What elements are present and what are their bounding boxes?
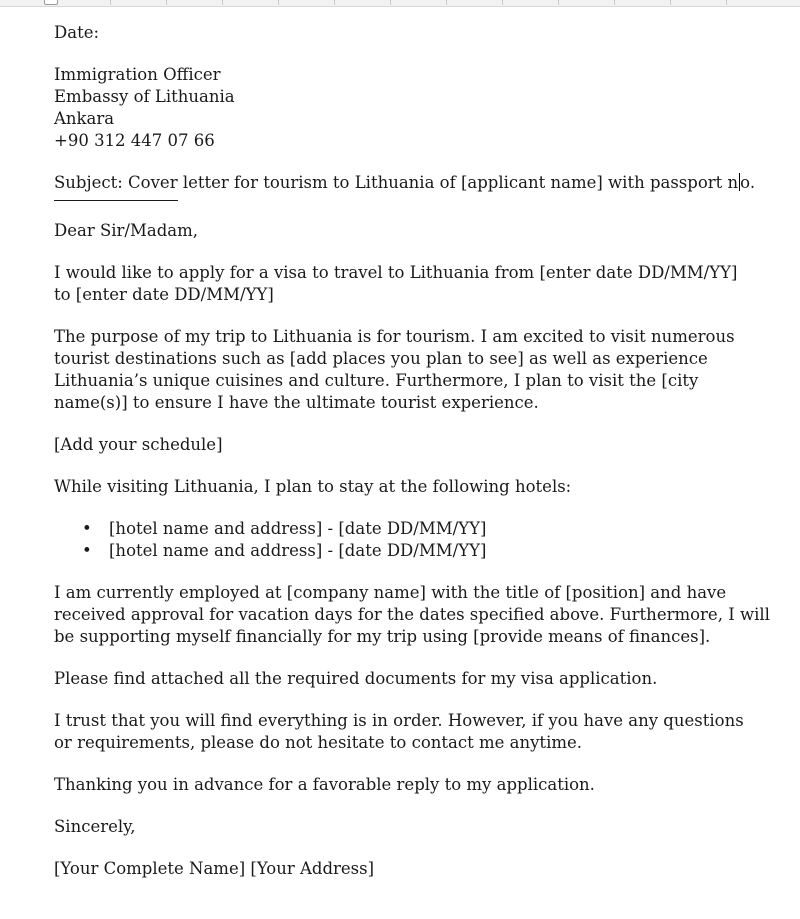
ruler-tick <box>278 0 279 5</box>
ruler-tick <box>558 0 559 5</box>
paragraph-apply <box>54 262 774 306</box>
paragraph-line: or requirements, please do not hesitate to contact me anytime. <box>54 733 582 752</box>
hotel-entry: [hotel name and address] - [date DD/MM/YY] <box>109 519 487 538</box>
paragraph-line: I would like to apply for a visa to travel to Lithuania from [enter date DD/MM/YY] <box>54 263 738 282</box>
paragraph-line: be supporting myself financially for my trip using [provide means of finances]. <box>54 627 711 646</box>
ruler-tick <box>726 0 727 5</box>
hotel-list <box>54 518 774 562</box>
ruler-tick <box>222 0 223 5</box>
paragraph-line: I trust that you will find everything is in order. However, if you have any questions <box>54 711 744 730</box>
paragraph-line: name(s)] to ensure I have the ultimate tourist experience. <box>54 393 539 412</box>
bullet-icon: • <box>82 519 92 538</box>
recipient-line: Embassy of Lithuania <box>54 87 235 106</box>
schedule-placeholder: [Add your schedule] <box>54 435 223 454</box>
ruler-tick <box>502 0 503 5</box>
ruler-tick <box>614 0 615 5</box>
paragraph-line: Lithuania’s unique cuisines and culture. Furthermore, I plan to visit the [city <box>54 371 699 390</box>
paragraph-thanks: Thanking you in advance for a favorable reply to my application. <box>54 775 595 794</box>
ruler-tick <box>670 0 671 5</box>
list-item <box>54 518 774 540</box>
paragraph-line: The purpose of my trip to Lithuania is for tourism. I am excited to visit numerous <box>54 327 735 346</box>
ruler-tick <box>110 0 111 5</box>
subject-text: Subject: Cover letter for tourism to Lithuania of [applicant name] with passport n <box>54 173 739 192</box>
hotel-entry: [hotel name and address] - [date DD/MM/YY] <box>109 541 487 560</box>
ruler-tick <box>390 0 391 5</box>
signature-line: [Your Complete Name] [Your Address] <box>54 859 375 878</box>
paragraph-line: to [enter date DD/MM/YY] <box>54 285 274 304</box>
recipient-line: Ankara <box>54 109 115 128</box>
list-item <box>54 540 774 562</box>
paragraph-employment <box>54 582 774 648</box>
paragraph-line: received approval for vacation days for the dates specified above. Furthermore, I will <box>54 605 770 624</box>
subject-text-end: o. <box>740 173 756 192</box>
bullet-icon: • <box>82 541 92 560</box>
recipient-block <box>54 64 774 152</box>
ruler-tick <box>166 0 167 5</box>
paragraph-purpose <box>54 326 774 414</box>
ruler-tick <box>446 0 447 5</box>
paragraph-documents: Please find attached all the required documents for my visa application. <box>54 669 658 688</box>
hotels-intro: While visiting Lithuania, I plan to stay at the following hotels: <box>54 477 572 496</box>
recipient-phone: +90 312 447 07 66 <box>54 131 215 150</box>
closing: Sincerely, <box>54 817 136 836</box>
recipient-line: Immigration Officer <box>54 65 221 84</box>
paragraph-line: tourist destinations such as [add places you plan to see] as well as experience <box>54 349 708 368</box>
salutation: Dear Sir/Madam, <box>54 221 199 240</box>
date-label: Date: <box>54 23 100 42</box>
paragraph-line: I am currently employed at [company name] with the title of [position] and have <box>54 583 727 602</box>
ruler-tick <box>334 0 335 5</box>
paragraph-trust <box>54 710 774 754</box>
document-page[interactable] <box>54 22 774 880</box>
top-ruler <box>0 0 800 7</box>
margin-handle[interactable] <box>44 0 58 5</box>
subject-line[interactable] <box>54 172 774 194</box>
